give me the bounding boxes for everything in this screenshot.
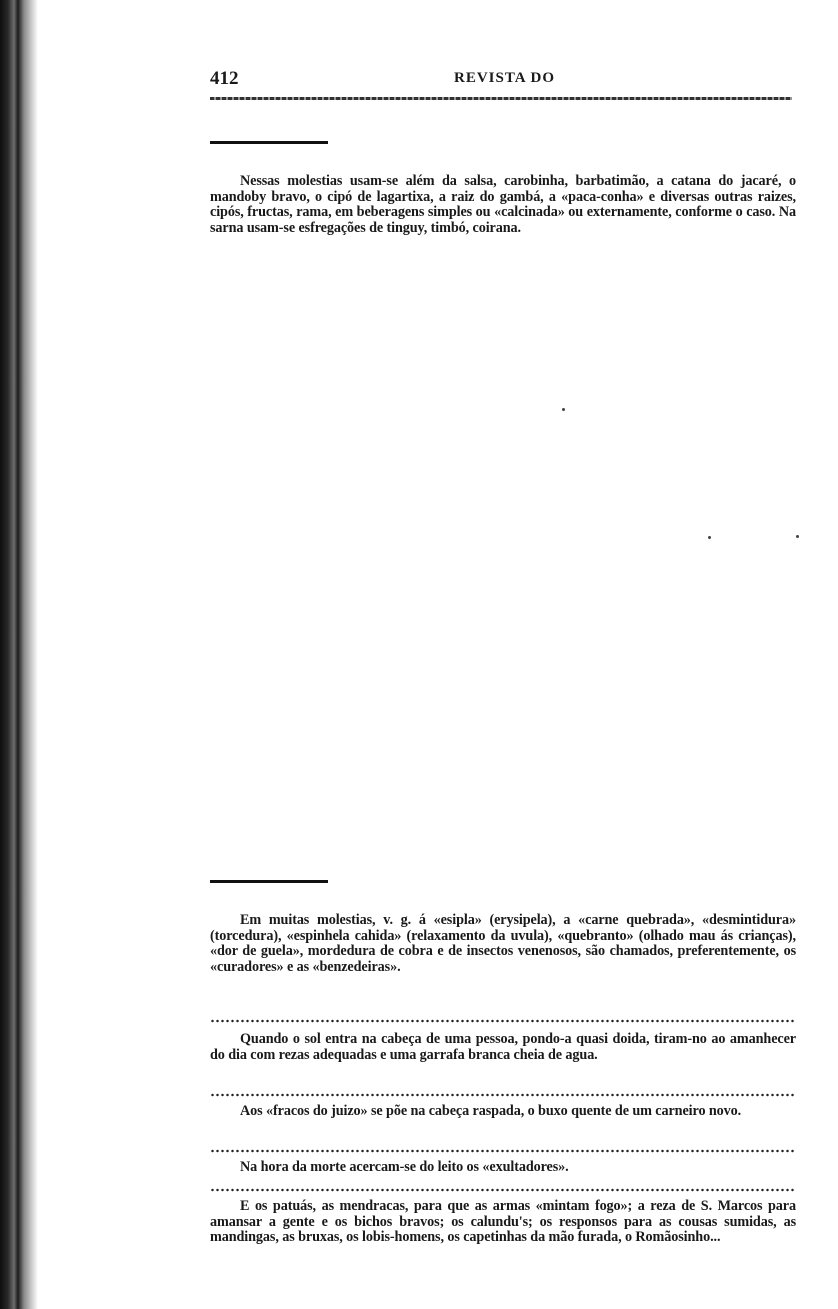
paragraph-patuas: E os patuás, as mendracas, para que as armas «mintam fogo»; a reza de S. Marcos para amansar a gente e os bichos bravos; os calundu's; os responsos para as cousas sumidas, as mandingas, as bruxas, os lobis-homens, os capetinhas da mão furada, o Romãosinho... — [210, 1198, 796, 1246]
paper-speck — [796, 535, 799, 538]
page-number: 412 — [210, 68, 239, 89]
header-rule — [210, 97, 792, 100]
paragraph-hora-da-morte: Na hora da morte acercam-se do leito os «exultadores». — [240, 1159, 569, 1175]
paper-speck — [562, 408, 565, 411]
dotted-separator — [210, 1093, 796, 1097]
running-title: REVISTA DO — [454, 70, 555, 86]
book-binding-edge — [0, 0, 38, 1309]
paragraph-fracos-do-juizo: Aos «fracos do juizo» se põe na cabeça raspada, o buxo quente de um carneiro novo. — [240, 1103, 742, 1119]
paragraph-sol-na-cabeca: Quando o sol entra na cabeça de uma pessoa, pondo-a quasi doida, tiram-no ao amanhecer do dia com rezas adequadas e uma garrafa branca cheia de agua. — [210, 1031, 796, 1063]
dotted-separator — [210, 1019, 796, 1023]
paragraph-remedies: Nessas molestias usam-se além da salsa, carobinha, barbatimão, a catana do jacaré, o mandoby bravo, o cipó de lagartixa, a raiz do gambá, a «paca-conha» e diversas outras raizes, cipós, fructas, rama, em beberagens simples ou «calcinada» ou externamente, conforme o caso. Na sarna usam-se esfregações de tinguy, timbó, coirana. — [210, 173, 796, 236]
section-divider — [210, 141, 328, 144]
page-header — [210, 66, 792, 92]
paragraph-curadores: Em muitas molestias, v. g. á «esipla» (erysipela), a «carne quebrada», «desmintidura» (torcedura), «espinhela cahida» (relaxamento da uvula), «quebranto» (olhado mau ás crianças), «dor de guela», mordedura de cobra e de insectos venenosos, são chamados, preferentemente, os «curadores» e as «benzedeiras». — [210, 912, 796, 975]
paper-speck — [708, 536, 711, 539]
dotted-separator — [210, 1188, 796, 1192]
section-divider — [210, 880, 328, 883]
dotted-separator — [210, 1149, 796, 1153]
